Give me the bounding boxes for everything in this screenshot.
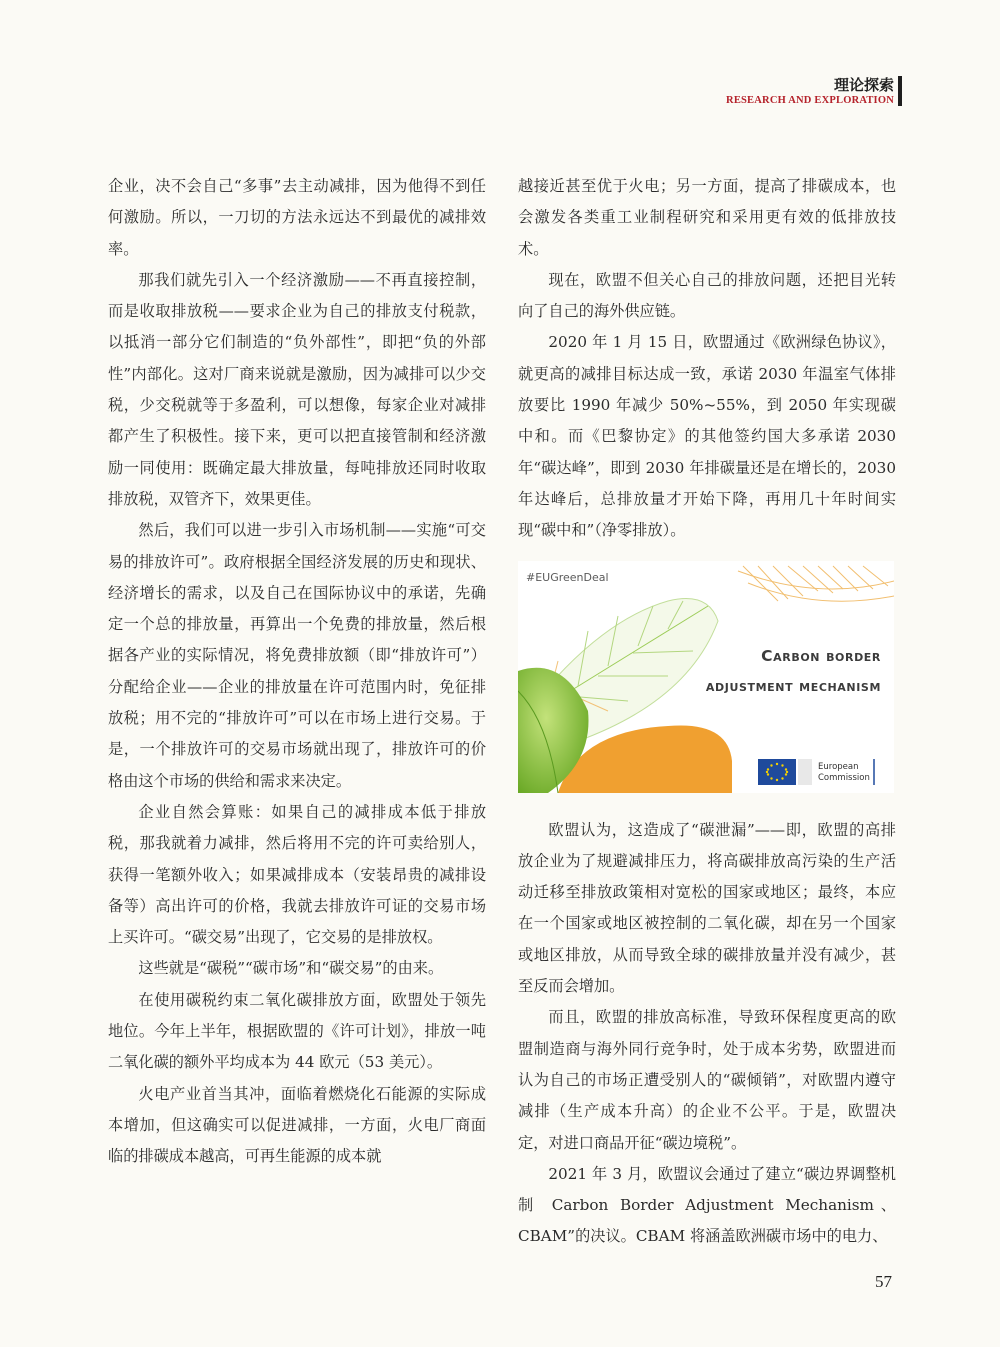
paragraph: 而且，欧盟的排放高标准，导致环保程度更高的欧盟制造商与海外同行竞争时，处于成本劣势，欧盟进而认为自己的市场正遭受别人的“碳倾销”，对欧盟内遵守减排（生产成本升高）的企业不公平。于是，欧盟决定，对进口商品开征“碳边境税”。 bbox=[518, 1008, 896, 1152]
paragraph: 2021 年 3 月，欧盟议会通过了建立“碳边界调整机制 Carbon Border Adjustment Mechanism、CBAM”的决议。CBAM 将涵盖欧洲碳市场中的电力、 bbox=[518, 1164, 896, 1246]
section-header bbox=[726, 76, 894, 108]
logo-text-line1: European bbox=[818, 761, 859, 772]
paragraph: 欧盟认为，这造成了“碳泄漏”——即，欧盟的高排放企业为了规避减排压力，将高碳排放高污染的生产活动迁移至排放政策相对宽松的国家或地区；最终，本应在一个国家或地区被控制的二氧化碳，却在另一个国家或地区排放，从而导致全球的碳排放量并没有减少，甚至反而会增加。 bbox=[518, 820, 896, 996]
logo-text-line2: Commission bbox=[818, 772, 870, 783]
paragraph: 那我们就先引入一个经济激励——不再直接控制，而是收取排放税——要求企业为自己的排放支付税款，以抵消一部分它们制造的“负外部性”，即把“负的外部性”内部化。这对厂商来说就是激励，因为减排可以少交税，少交税就等于多盈利，可以想像，每家企业对减排都产生了积极性。接下来，更可以把直接管制和经济激励一同使用：既确定最大排放量，每吨排放还同时收取排放税，双管齐下，效果更佳。 bbox=[108, 270, 486, 508]
paragraph: 企业自然会算账：如果自己的减排成本低于排放税，那我就着力减排，然后将用不完的许可卖给别人，获得一笔额外收入；如果减排成本（安装昂贵的减排设备等）高出许可的价格，我就去排放许可证的交易市场上买许可。“碳交易”出现了，它交易的是排放权。 bbox=[108, 802, 486, 947]
paragraph: 现在，欧盟不但关心自己的排放问题，还把目光转向了自己的海外供应链。 bbox=[518, 270, 896, 321]
paragraph: 2020 年 1 月 15 日，欧盟通过《欧洲绿色协议》，就更高的减排目标达成一致，承诺 2030 年温室气体排放要比 1990 年减少 50%~55%，到 2050 年实现碳中和。而《巴黎协定》的其他签约国大多承诺 2030 年“碳达峰”，即到 2030 年排碳量还是在增长的，2030 年达峰后，总排放量才开始下降，再用几十年时间实现“碳中和”（净零排放）。 bbox=[518, 333, 896, 540]
section-title-en: RESEARCH AND EXPLORATION bbox=[726, 95, 894, 106]
paragraph: 然后，我们可以进一步引入市场机制——实施“可交易的排放许可”。政府根据全国经济发展的历史和现状、经济增长的需求，以及自己在国际协议中的承诺，先确定一个总的排放量，再算出一个免费的排放量，然后根据各产业的实际情况，将免费排放额（即“排放许可”）分配给企业——企业的排放量在许可范围内时，免征排放税；用不完的“排放许可”可以在市场上进行交易。于是，一个排放许可的交易市场就出现了，排放许可的价格由这个市场的供给和需求来决定。 bbox=[108, 521, 486, 790]
cbam-figure bbox=[518, 561, 894, 793]
right-column bbox=[518, 171, 896, 1253]
left-column bbox=[108, 171, 486, 1173]
section-title-cn: 理论探索 bbox=[833, 76, 894, 94]
hashtag-text: #EUGreenDeal bbox=[526, 570, 609, 584]
paragraph: 这些就是“碳税”“碳市场”和“碳交易”的由来。 bbox=[138, 959, 444, 978]
header-bar bbox=[898, 76, 902, 106]
paragraph: 越接近甚至优于火电；另一方面，提高了排碳成本，也会激发各类重工业制程研究和采用更有效的低排放技术。 bbox=[518, 177, 896, 258]
figure-title-line2: adjustment mechanism bbox=[705, 676, 881, 695]
cbam-illustration bbox=[518, 561, 894, 793]
paragraph: 在使用碳税约束二氧化碳排放方面，欧盟处于领先地位。今年上半年，根据欧盟的《许可计划》，排放一吨二氧化碳的额外平均成本为 44 欧元（53 美元）。 bbox=[108, 990, 486, 1072]
figure-title-line1: Carbon border bbox=[761, 646, 881, 665]
paragraph: 火电产业首当其冲，面临着燃烧化石能源的实际成本增加，但这确实可以促进减排，一方面，火电厂商面临的排碳成本越高，可再生能源的成本就 bbox=[108, 1084, 486, 1166]
page-number: 57 bbox=[875, 1272, 892, 1291]
paragraph: 企业，决不会自己“多事”去主动减排，因为他得不到任何激励。所以，一刀切的方法永远达不到最优的减排效率。 bbox=[108, 177, 486, 258]
